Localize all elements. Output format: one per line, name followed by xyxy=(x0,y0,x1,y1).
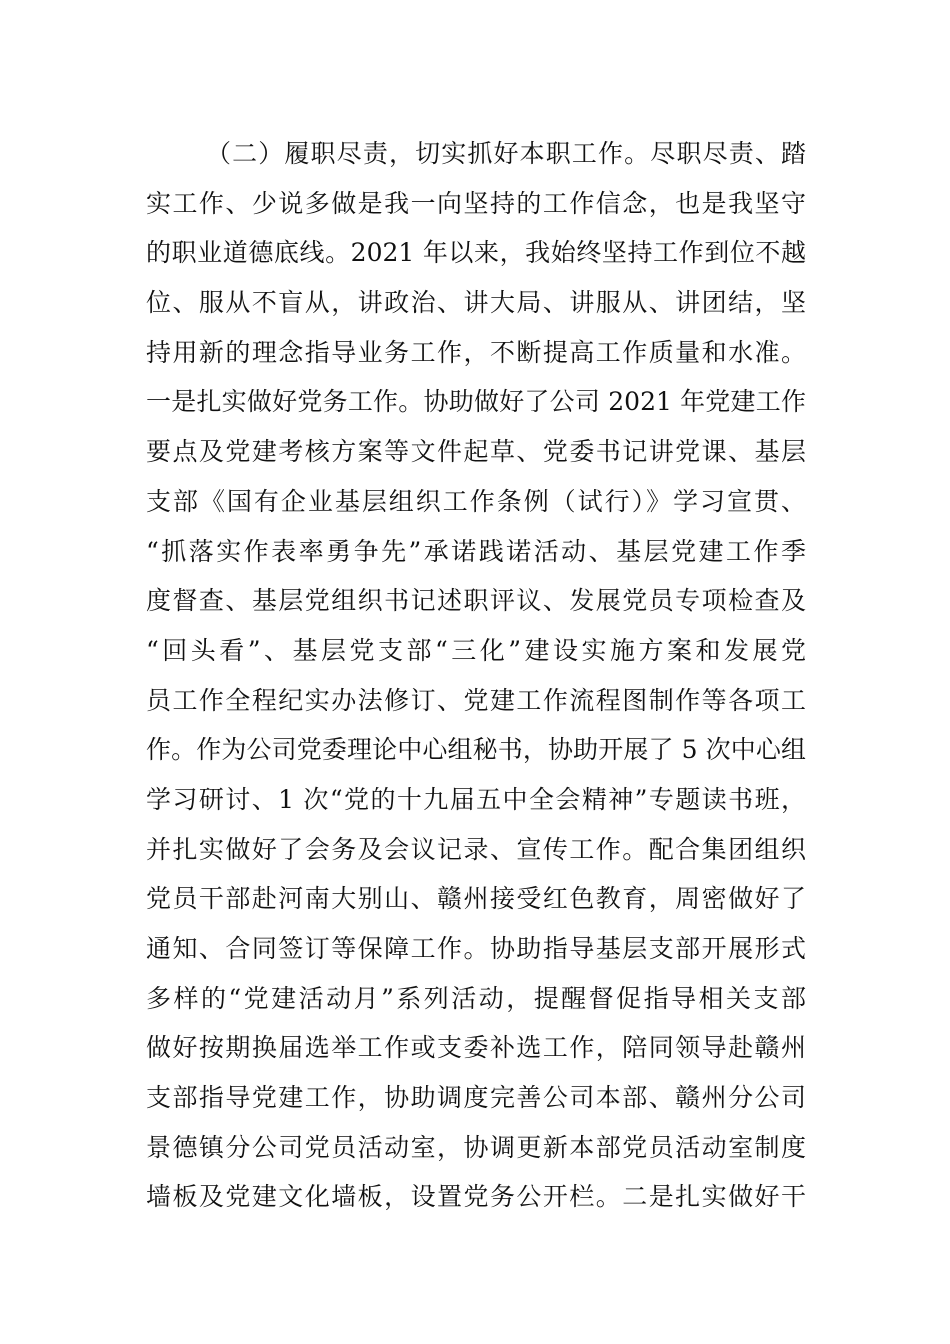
text-line: 并扎实做好了会务及会议记录、宣传工作。配合集团组织 xyxy=(146,834,806,864)
text-line: “抓落实作表率勇争先”承诺践诺活动、基层党建工作季 xyxy=(146,536,806,566)
text-line: 作。作为公司党委理论中心组秘书，协助开展了 5 次中心组 xyxy=(146,735,806,765)
text-line: 要点及党建考核方案等文件起草、党委书记讲党课、基层 xyxy=(146,437,806,467)
text-line: 员工作全程纪实办法修订、党建工作流程图制作等各项工 xyxy=(146,685,806,715)
text-line: 支部指导党建工作，协助调度完善公司本部、赣州分公司 xyxy=(146,1083,806,1113)
text-line: 支部《国有企业基层组织工作条例（试行）》学习宣贯、 xyxy=(146,486,806,516)
text-line: 一是扎实做好党务工作。协助做好了公司 2021 年党建工作 xyxy=(146,387,806,417)
text-line: 多样的“党建活动月”系列活动，提醒督促指导相关支部 xyxy=(146,983,806,1013)
text-line: 学习研讨、1 次“党的十九届五中全会精神”专题读书班， xyxy=(146,784,806,814)
text-line: 实工作、少说多做是我一向坚持的工作信念，也是我坚守 xyxy=(146,188,806,218)
text-line: 位、服从不盲从，讲政治、讲大局、讲服从、讲团结，坚 xyxy=(146,288,806,318)
text-line: 做好按期换届选举工作或支委补选工作，陪同领导赴赣州 xyxy=(146,1033,806,1063)
text-line: 度督查、基层党组织书记述职评议、发展党员专项检查及 xyxy=(146,586,806,616)
text-line: 通知、合同签订等保障工作。协助指导基层支部开展形式 xyxy=(146,934,806,963)
text-line: 党员干部赴河南大别山、赣州接受红色教育，周密做好了 xyxy=(146,884,806,914)
text-line: 景德镇分公司党员活动室，协调更新本部党员活动室制度 xyxy=(146,1132,806,1162)
text-line: “回头看”、基层党支部“三化”建设实施方案和发展党 xyxy=(146,635,806,665)
text-line: 持用新的理念指导业务工作，不断提高工作质量和水准。 xyxy=(146,337,806,367)
text-line: 的职业道德底线。2021 年以来，我始终坚持工作到位不越 xyxy=(146,238,806,268)
text-line: 墙板及党建文化墙板，设置党务公开栏。二是扎实做好干 xyxy=(146,1182,806,1212)
text-line: （二）履职尽责，切实抓好本职工作。尽职尽责、踏 xyxy=(206,139,806,168)
body-paragraph xyxy=(146,129,806,1222)
